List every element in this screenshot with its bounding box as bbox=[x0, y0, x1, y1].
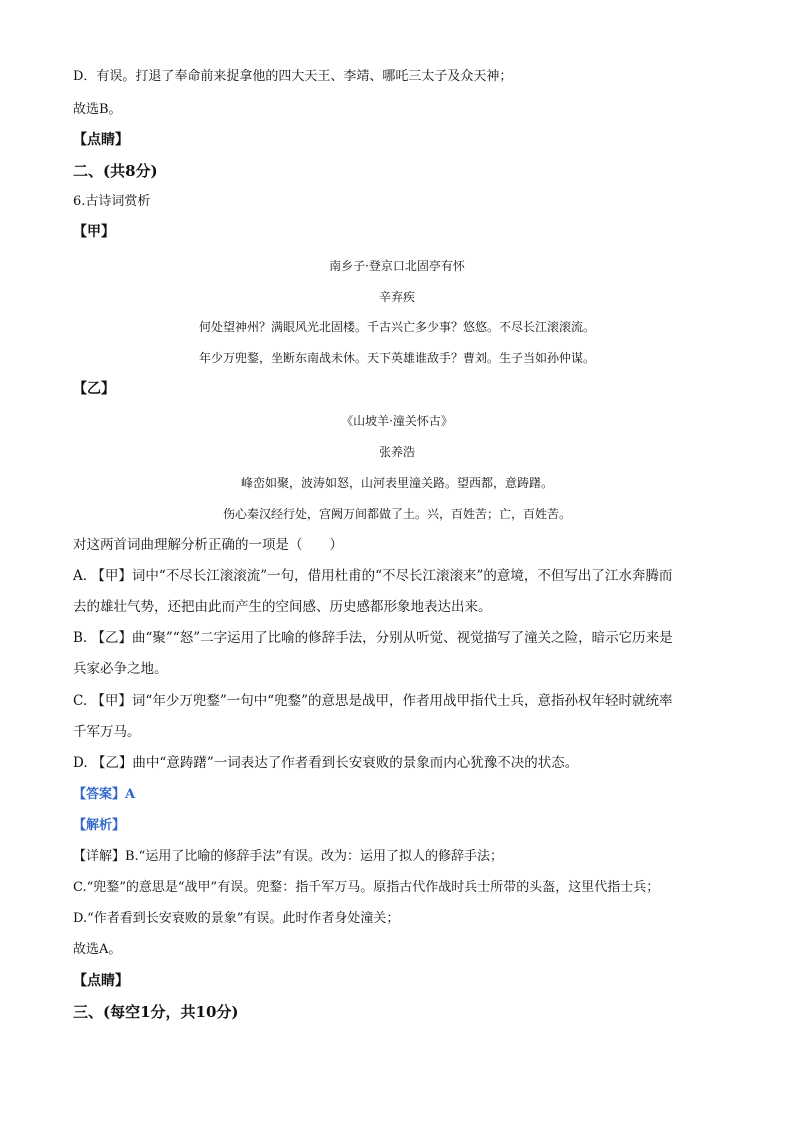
question-title: 6.古诗词赏析 bbox=[73, 194, 151, 209]
answer-label: 【答案】A bbox=[73, 787, 136, 802]
detail-line: D.“作者看到长安衰败的景象”有误。此时作者身处潼关； bbox=[73, 911, 400, 926]
poem-title: 《山坡羊·潼关怀古》 bbox=[341, 414, 453, 428]
text-line: D．有误。打退了奉命前来捉拿他的四大天王、李靖、哪吒三太子及众天神； bbox=[73, 69, 513, 84]
option-c-cont: 千军万马。 bbox=[73, 724, 141, 740]
poem-author: 辛弃疾 bbox=[378, 290, 415, 304]
section-heading: 三、(每空1分，共10分) bbox=[73, 1003, 239, 1021]
poem-line: 何处望神州？满眼风光北固楼。千古兴亡多少事？悠悠。不尽长江滚滚流。 bbox=[198, 320, 595, 334]
poem-line: 峰峦如聚，波涛如怒，山河表里潼关路。望西都，意踌躇。 bbox=[240, 476, 553, 490]
text-line: 故选B。 bbox=[73, 102, 122, 117]
option-d: D. 【乙】曲中“意踌躇”一词表达了作者看到长安衰败的景象而内心犹豫不决的状态。 bbox=[73, 755, 579, 771]
detail-line: C.“兜鍪”的意思是“战甲”有误。兜鍪：指千军万马。原指古代作战时兵士所带的头盔，这里代指士兵； bbox=[73, 880, 660, 895]
option-b-cont: 兵家必争之地。 bbox=[73, 661, 168, 677]
section-label-yi: 【乙】 bbox=[73, 381, 115, 397]
poem-line: 年少万兜鍪，坐断东南战未休。天下英雄谁敌手？曹刘。生子当如孙仲谋。 bbox=[198, 351, 595, 365]
option-a: A. 【甲】词中“不尽长江滚滚流”一句，借用杜甫的“不尽长江滚滚来”的意境，不但写出了江水奔腾而 bbox=[73, 568, 673, 584]
section-heading: 二、(共8分) bbox=[73, 162, 158, 180]
poem-author: 张养浩 bbox=[378, 445, 415, 459]
detail-line: 【详解】B.“运用了比喻的修辞手法”有误。改为：运用了拟人的修辞手法； bbox=[73, 849, 503, 864]
note-label: 【点睛】 bbox=[73, 973, 129, 989]
section-label-jia: 【甲】 bbox=[73, 224, 115, 240]
analysis-label: 【解析】 bbox=[73, 818, 126, 833]
question-stem: 对这两首词曲理解分析正确的一项是（ ） bbox=[73, 537, 343, 553]
poem-line: 伤心秦汉经行处，宫阙万间都做了土。兴，百姓苦；亡，百姓苦。 bbox=[222, 507, 571, 521]
note-label: 【点睛】 bbox=[73, 132, 129, 148]
detail-line: 故选A。 bbox=[73, 942, 122, 957]
poem-title: 南乡子·登京口北固亭有怀 bbox=[329, 259, 465, 273]
option-b: B. 【乙】曲“聚”“怒”二字运用了比喻的修辞手法，分别从听觉、视觉描写了潼关之险，暗示它历来是 bbox=[73, 630, 673, 646]
option-c: C. 【甲】词“年少万兜鍪”一句中“兜鍪”的意思是战甲，作者用战甲指代士兵，意指孙权年轻时就统率 bbox=[73, 693, 673, 709]
option-a-cont: 去的雄壮气势，还把由此而产生的空间感、历史感都形象地表达出来。 bbox=[73, 599, 492, 615]
